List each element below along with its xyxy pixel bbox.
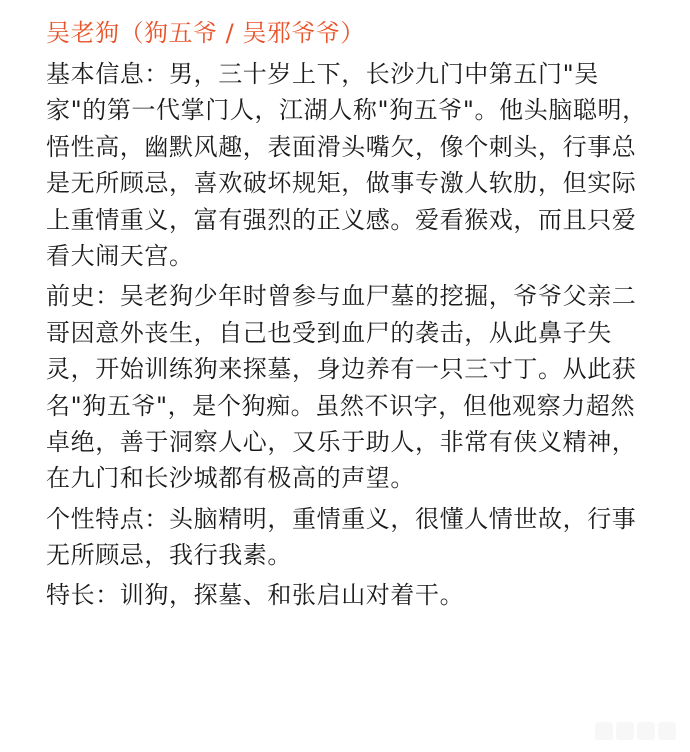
text-line: 是无所顾忌，喜欢破坏规矩，做事专激人软肋，但实际: [46, 169, 637, 198]
text-line: 无所顾忌，我行我素。: [46, 541, 292, 570]
watermark-mosaic: [595, 722, 676, 740]
history-paragraph: [46, 278, 650, 496]
text-line: 看大闹天宫。: [46, 241, 194, 270]
text-line: 特长：训狗，探墓、和张启山对着干。: [46, 581, 465, 610]
basic-info-paragraph: [46, 56, 650, 274]
watermark-tile: [658, 722, 676, 740]
text-line: 前史：吴老狗少年时曾参与血尸墓的挖掘，爷爷父亲二: [46, 282, 637, 311]
text-line: 卓绝，善于洞察人心，又乐于助人，非常有侠义精神，: [46, 427, 637, 456]
watermark-tile: [637, 722, 655, 740]
text-line: 名"狗五爷"，是个狗痴。虽然不识字，但他观察力超然: [46, 391, 636, 420]
personality-paragraph: [46, 501, 650, 574]
watermark-tile: [616, 722, 634, 740]
text-line: 家"的第一代掌门人，江湖人称"狗五爷"。他头脑聪明，: [46, 96, 647, 125]
text-line: 悟性高，幽默风趣，表面滑头嘴欠，像个刺头，行事总: [46, 132, 637, 161]
text-line: 个性特点：头脑精明，重情重义，很懂人情世故，行事: [46, 504, 637, 533]
character-title: 吴老狗（狗五爷 / 吴邪爷爷）: [46, 19, 365, 47]
text-line: 哥因意外丧生，自己也受到血尸的袭击，从此鼻子失: [46, 318, 612, 347]
text-line: 基本信息：男，三十岁上下，长沙九门中第五门"吴: [46, 60, 599, 88]
specialty-paragraph: [46, 577, 650, 613]
text-line: 在九门和长沙城都有极高的声望。: [46, 464, 415, 493]
text-line: 灵，开始训练狗来探墓，身边养有一只三寸丁。从此获: [46, 355, 637, 384]
watermark-tile: [595, 722, 613, 740]
text-line: 上重情重义，富有强烈的正义感。爱看猴戏，而且只爱: [46, 205, 637, 234]
